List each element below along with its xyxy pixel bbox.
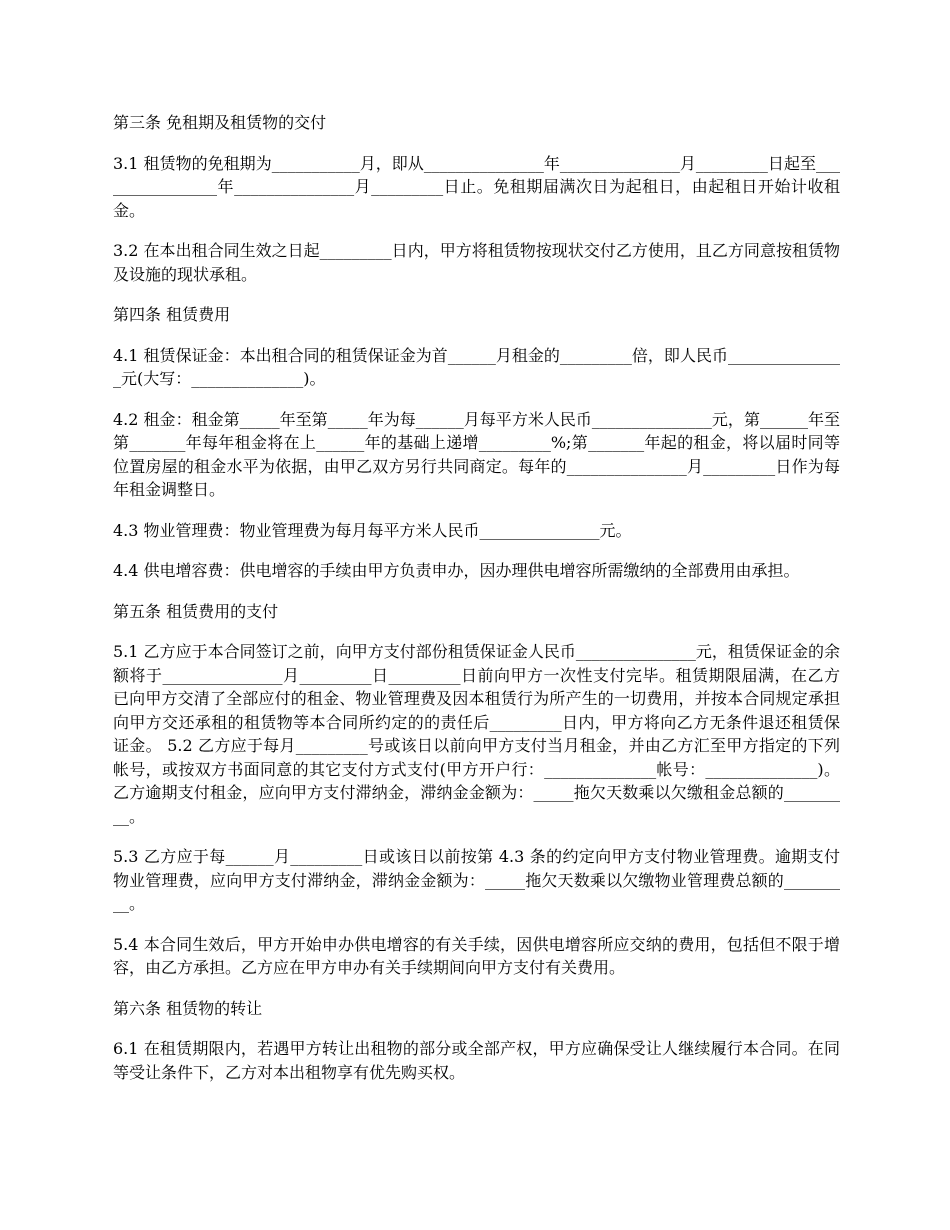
section-heading-4: 第四条 租赁费用 xyxy=(113,305,231,324)
clause-5-1: 5.1 乙方应于本合同签订之前，向甲方支付部份租赁保证金人民币_______________元，租赁保证金的余额将于_______________月_________日_________日前向甲方一次性支付完毕。租赁期限届满，在乙方已向甲方交清了全部应付的租金、物业管理费及因本租赁行为所产生的一切费用，并按本合同规定承担向甲方交还承租的租赁物等本合同所约定的的责任后_________日内，甲方将向乙方无条件退还租赁保证金。 5.2 乙方应于每月_________号或该日以前向甲方支付当月租金，并由乙方汇至甲方指定的下列帐号，或按双方书面同意的其它支付方式支付(甲方开户行：______________帐号：______________)。乙方逾期支付租金，应向甲方支付滞纳金，滞纳金金额为：_____拖欠天数乘以欠缴租金总额的_________。 xyxy=(113,642,840,826)
document-body xyxy=(113,111,840,1101)
clause-5-3: 5.3 乙方应于每______月_________日或该日以前按第 4.3 条的约定向甲方支付物业管理费。逾期支付物业管理费，应向甲方支付滞纳金，滞纳金金额为：_____拖欠天数乘以欠缴物业管理费总额的_________。 xyxy=(113,847,840,913)
section-heading-5: 第五条 租赁费用的支付 xyxy=(113,601,279,621)
section-heading-6: 第六条 租赁物的转让 xyxy=(113,998,263,1018)
clause-4-2: 4.2 租金：租金第_____年至第_____年为每______月每平方米人民币_______________元，第______年至第_______年每年租金将在上______年的基础上递增_________%;第_______年起的租金，将以届时同等位置房屋的租金水平为依据，由甲乙双方另行共同商定。每年的_______________月_________日作为每年租金调整日。 xyxy=(113,409,840,499)
clause-5-4: 5.4 本合同生效后，甲方开始申办供电增容的有关手续，因供电增容所应交纳的费用，包括但不限于增容，由乙方承担。乙方应在甲方申办有关手续期间向甲方支付有关费用。 xyxy=(113,934,840,977)
clause-6-1: 6.1 在租赁期限内，若遇甲方转让出租物的部分或全部产权，甲方应确保受让人继续履行本合同。在同等受让条件下，乙方对本出租物享有优先购买权。 xyxy=(113,1039,840,1082)
clause-3-1: 3.1 租赁物的免租期为___________月，即从_______________年_______________月_________日起至________________年_______________月_________日止。免租期届满次日为起租日，由起租日开始计收租金。 xyxy=(113,153,840,220)
clause-4-1: 4.1 租赁保证金：本出租合同的租赁保证金为首______月租金的_________倍，即人民币_______________元(大写：______________)。 xyxy=(113,345,840,388)
clause-3-2: 3.2 在本出租合同生效之日起_________日内，甲方将租赁物按现状交付乙方使用，且乙方同意按租赁物及设施的现状承租。 xyxy=(113,241,840,284)
clause-4-3: 4.3 物业管理费：物业管理费为每月每平方米人民币_______________元。 xyxy=(113,520,632,540)
section-heading-3: 第三条 免租期及租赁物的交付 xyxy=(113,113,327,132)
clause-4-4: 4.4 供电增容费：供电增容的手续由甲方负责申办，因办理供电增容所需缴纳的全部费用由承担。 xyxy=(113,561,800,580)
